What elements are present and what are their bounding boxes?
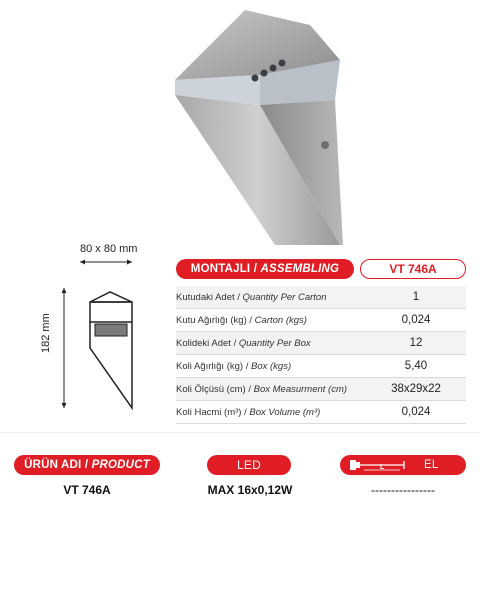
spec-value: 38x29x22	[391, 383, 441, 395]
spec-value: 1	[412, 291, 420, 303]
spec-label-tr: Kutudaki Adet /	[176, 291, 243, 303]
spec-value: 5,40	[404, 360, 428, 372]
spec-label-tr: Koli Ağırlığı (kg) /	[176, 360, 251, 372]
spec-label-tr: Koli Ölçüsü (cm) /	[176, 383, 254, 395]
spec-label-tr: Koli Hacmi (m³) /	[176, 406, 250, 418]
assembly-label-tr: MONTAJLI /	[190, 263, 258, 275]
spec-label-tr: Kolideki Adet /	[176, 337, 239, 349]
spec-value: 0,024	[401, 314, 431, 326]
assembly-badge	[176, 259, 354, 279]
product-label-tr: ÜRÜN ADI /	[24, 459, 89, 471]
assembly-label-en: ASSEMBLING	[260, 263, 340, 275]
spec-row	[176, 309, 466, 332]
spec-row	[176, 286, 466, 309]
led-power: MAX 16x0,12W	[207, 483, 293, 497]
product-photo	[165, 0, 365, 250]
spec-label-en: Carton (kgs)	[254, 314, 307, 326]
led-badge	[207, 455, 291, 475]
cable-plug-icon	[350, 457, 408, 473]
spec-table	[176, 286, 466, 424]
spec-row	[176, 401, 466, 424]
spec-label-en: Box (kgs)	[250, 360, 292, 372]
spec-label-en: Box Volume (m³)	[249, 406, 321, 418]
spec-label-en: Quantity Per Carton	[242, 291, 327, 303]
model-badge	[360, 259, 466, 279]
spec-row	[176, 332, 466, 355]
electrical-value: ----------------	[371, 483, 435, 497]
spec-label-en: Quantity Per Box	[238, 337, 311, 349]
electrical-badge	[340, 455, 466, 475]
dimension-drawing	[40, 240, 150, 420]
led-label: LED	[237, 458, 261, 472]
product-label-en: PRODUCT	[91, 459, 150, 471]
spec-label-tr: Kutu Ağırlığı (kg) /	[176, 314, 255, 326]
spec-row	[176, 378, 466, 401]
product-name: VT 746A	[63, 483, 111, 497]
spec-value: 12	[409, 337, 423, 349]
electrical-label: EL	[424, 459, 439, 471]
spec-row	[176, 355, 466, 378]
spec-label-en: Box Measurment (cm)	[253, 383, 348, 395]
divider	[0, 432, 480, 433]
width-dimension-label: 80 x 80 mm	[80, 243, 138, 255]
model-code: VT 746A	[389, 262, 437, 276]
spec-value: 0,024	[401, 406, 431, 418]
cable-length-label: L	[380, 464, 385, 471]
height-dimension-label: 182 mm	[40, 313, 52, 353]
product-badge	[14, 455, 160, 475]
